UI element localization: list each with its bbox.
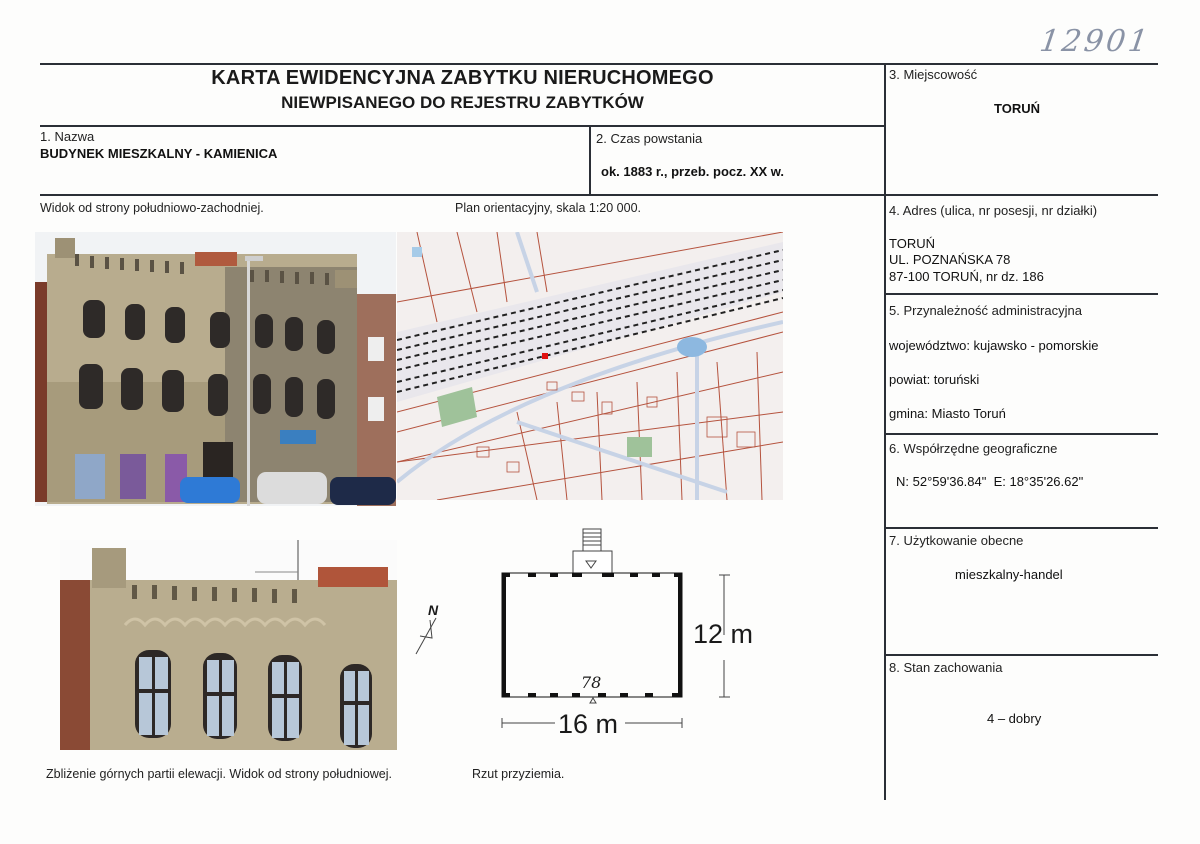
plan-house-number: 78 xyxy=(581,673,602,692)
rule-top xyxy=(40,63,1158,65)
north-label: N xyxy=(428,602,439,618)
photo-main-caption: Widok od strony południowo-zachodniej. xyxy=(40,201,264,215)
address-line-1: TORUŃ xyxy=(889,236,935,251)
facade-detail-illustration xyxy=(60,540,397,750)
document-title: KARTA EWIDENCYJNA ZABYTKU NIERUCHOMEGO xyxy=(211,67,714,89)
coords-label: 6. Współrzędne geograficzne xyxy=(889,441,1058,456)
street-map-illustration xyxy=(397,232,783,500)
rule-section-bottom xyxy=(40,194,1158,196)
document-subtitle: NIEWPISANEGO DO REJESTRU ZABYTKÓW xyxy=(281,93,644,112)
address-label: 4. Adres (ulica, nr posesji, nr działki) xyxy=(889,203,1098,218)
plan-width-dimension: 16 m xyxy=(558,709,619,739)
rule-name-date-divider xyxy=(589,126,591,195)
date-value: ok. 1883 r., przeb. pocz. XX w. xyxy=(601,164,785,179)
photo-building-southwest xyxy=(35,232,396,506)
admin-commune: gmina: Miasto Toruń xyxy=(889,406,1006,421)
locality-value: TORUŃ xyxy=(994,101,1040,116)
name-value: BUDYNEK MIESZKALNY - KAMIENICA xyxy=(40,146,278,161)
usage-value: mieszkalny-handel xyxy=(955,567,1063,582)
coords-value: N: 52°59'36.84" E: 18°35'26.62" xyxy=(896,474,1084,489)
inventory-number: 12901 xyxy=(1037,24,1153,59)
rule-after-admin xyxy=(885,433,1158,435)
plan-caption: Rzut przyziemia. xyxy=(472,767,565,781)
rule-after-usage xyxy=(885,654,1158,656)
location-marker xyxy=(542,353,548,359)
admin-county: powiat: toruński xyxy=(889,372,980,387)
rule-title-bottom xyxy=(40,125,885,127)
locality-label: 3. Miejscowość xyxy=(889,67,978,82)
plan-height-dimension: 12 m xyxy=(693,619,754,649)
address-line-2: UL. POZNAŃSKA 78 xyxy=(889,252,1011,267)
rule-after-coords xyxy=(885,527,1158,529)
photo-facade-detail xyxy=(60,540,397,750)
condition-value: 4 – dobry xyxy=(987,711,1042,726)
condition-label: 8. Stan zachowania xyxy=(889,660,1003,675)
building-facade-illustration xyxy=(35,232,396,506)
name-label: 1. Nazwa xyxy=(40,129,95,144)
map-caption: Plan orientacyjny, skala 1:20 000. xyxy=(455,201,641,215)
date-label: 2. Czas powstania xyxy=(596,131,703,146)
usage-label: 7. Użytkowanie obecne xyxy=(889,533,1024,548)
admin-label: 5. Przynależność administracyjna xyxy=(889,303,1082,318)
admin-voivodeship: województwo: kujawsko - pomorskie xyxy=(889,338,1099,353)
rule-right-column xyxy=(884,63,886,800)
address-line-3: 87-100 TORUŃ, nr dz. 186 xyxy=(889,269,1044,284)
rule-after-address xyxy=(885,293,1158,295)
orientation-map xyxy=(397,232,783,500)
photo-detail-caption: Zbliżenie górnych partii elewacji. Widok od strony południowej. xyxy=(46,767,393,781)
